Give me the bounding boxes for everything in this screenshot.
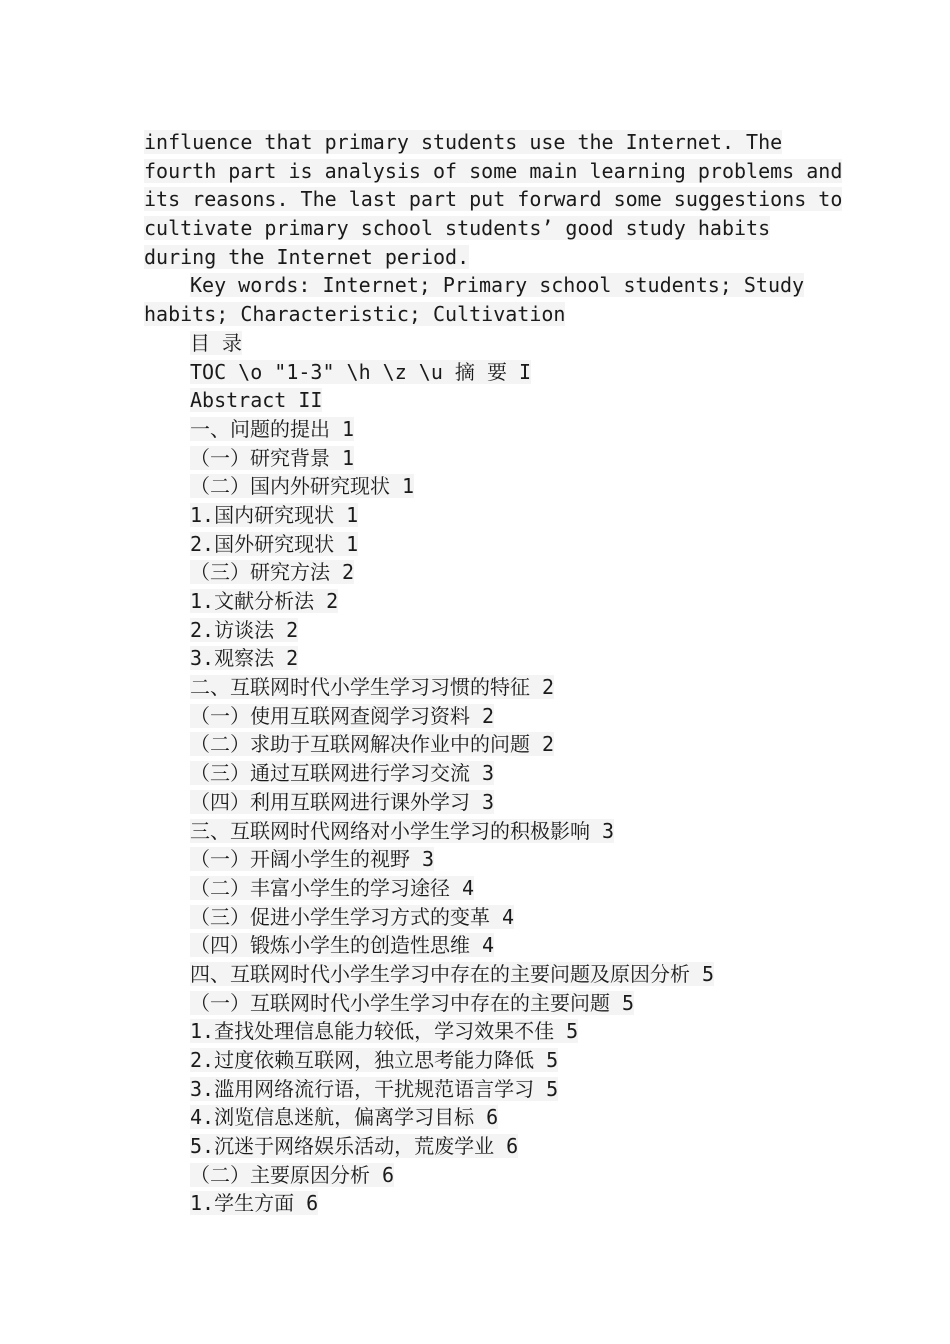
toc-entry[interactable]: 三、互联网时代网络对小学生学习的积极影响 3 [190, 818, 615, 843]
toc-entry[interactable]: 4.浏览信息迷航，偏离学习目标 6 [190, 1105, 499, 1130]
toc-title: 目 录 [190, 330, 243, 355]
toc-entry[interactable]: 四、互联网时代小学生学习中存在的主要问题及原因分析 5 [190, 961, 715, 986]
toc-entry[interactable]: 2.访谈法 2 [190, 617, 299, 642]
toc-entry[interactable]: 1.查找处理信息能力较低，学习效果不佳 5 [190, 1019, 579, 1044]
keywords-line: habits; Characteristic; Cultivation [144, 302, 566, 327]
toc-entry[interactable]: 1.学生方面 6 [190, 1191, 319, 1216]
toc-entry[interactable]: （二）丰富小学生的学习途径 4 [190, 875, 475, 900]
toc-entry[interactable]: 二、互联网时代小学生学习习惯的特征 2 [190, 675, 555, 700]
toc-entry[interactable]: 2.国外研究现状 1 [190, 531, 359, 556]
toc-entry[interactable]: Abstract II [190, 388, 323, 413]
table-of-contents [144, 358, 804, 1219]
toc-entry[interactable]: 1.国内研究现状 1 [190, 502, 359, 527]
toc-entry[interactable]: 3.滥用网络流行语，干扰规范语言学习 5 [190, 1076, 559, 1101]
abstract-line: during the Internet period. [144, 244, 470, 269]
toc-entry[interactable]: （二）国内外研究现状 1 [190, 474, 415, 499]
abstract-paragraph [144, 128, 843, 271]
toc-entry[interactable]: 2.过度依赖互联网，独立思考能力降低 5 [190, 1048, 559, 1072]
toc-entry[interactable]: 一、问题的提出 1 [190, 416, 355, 441]
abstract-line: cultivate primary school students’ good study habits [144, 216, 771, 241]
toc-entry[interactable]: （四）利用互联网进行课外学习 3 [190, 789, 495, 814]
toc-entry[interactable]: 5.沉迷于网络娱乐活动，荒废学业 6 [190, 1134, 519, 1159]
toc-entry[interactable]: （三）促进小学生学习方式的变革 4 [190, 904, 515, 929]
toc-entry[interactable]: （二）主要原因分析 6 [190, 1162, 395, 1187]
toc-entry[interactable]: （二）求助于互联网解决作业中的问题 2 [190, 732, 555, 757]
toc-entry[interactable]: （一）互联网时代小学生学习中存在的主要问题 5 [190, 990, 635, 1015]
toc-entry[interactable]: TOC \o "1-3" \h \z \u 摘 要 I [190, 359, 532, 384]
toc-entry[interactable]: （一）开阔小学生的视野 3 [190, 847, 435, 872]
toc-entry[interactable]: 3.观察法 2 [190, 646, 299, 671]
toc-entry[interactable]: （四）锻炼小学生的创造性思维 4 [190, 933, 495, 958]
abstract-line: its reasons. The last part put forward some suggestions to [144, 187, 843, 212]
keywords-paragraph [144, 271, 804, 328]
keywords-line: Key words: Internet; Primary school students; Study [190, 273, 805, 298]
toc-entry[interactable]: （三）通过互联网进行学习交流 3 [190, 761, 495, 786]
document-body [144, 128, 843, 1218]
toc-entry[interactable]: （三）研究方法 2 [190, 560, 355, 585]
toc-entry[interactable]: （一）研究背景 1 [190, 445, 355, 470]
toc-entry[interactable]: （一）使用互联网查阅学习资料 2 [190, 703, 495, 728]
abstract-line: fourth part is analysis of some main learning problems and [144, 158, 843, 183]
toc-entry[interactable]: 1.文献分析法 2 [190, 589, 339, 613]
abstract-line: influence that primary students use the Internet. The [144, 130, 783, 154]
